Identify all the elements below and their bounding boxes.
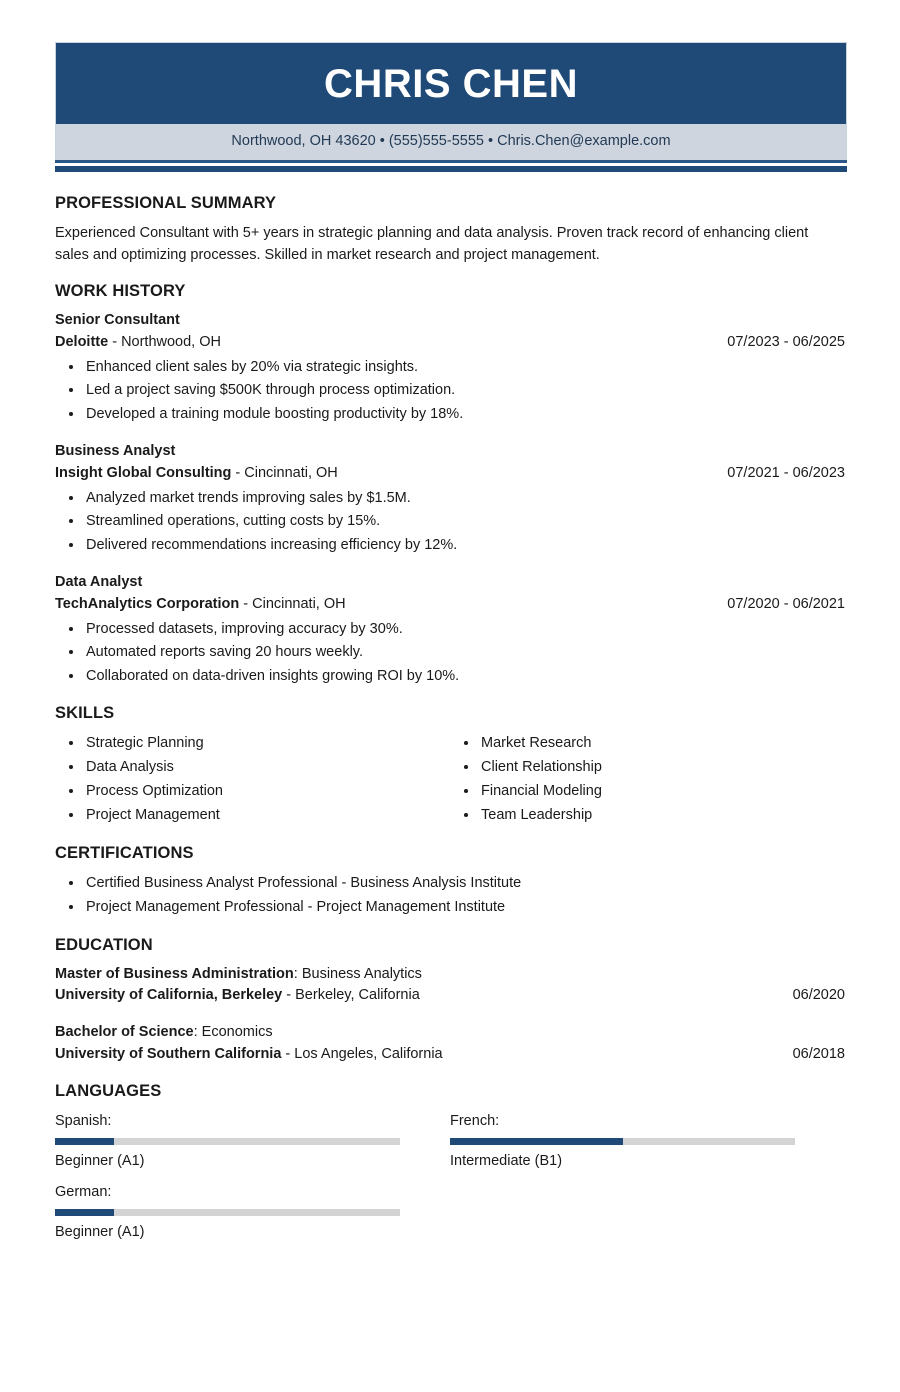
- job-company-location: [55, 594, 346, 616]
- certification-item: • Certified Business Analyst Professional - Business Analysis Institute: [84, 872, 845, 896]
- job-title: Business Analyst: [55, 443, 176, 460]
- language-level: Intermediate (B1): [450, 1153, 563, 1170]
- job-company: Deloitte: [55, 334, 109, 351]
- language-name: French:: [450, 1112, 500, 1129]
- job-separator: -: [231, 465, 245, 482]
- section-title-languages: LANGUAGES: [55, 1081, 162, 1100]
- education-separator: -: [282, 987, 296, 1004]
- education-location: Los Angeles, California: [294, 1045, 443, 1062]
- education-entry: [55, 964, 845, 1008]
- section-title-skills: SKILLS: [55, 704, 115, 723]
- section-professional-summary: [55, 194, 845, 266]
- language-proficiency-track: [450, 1138, 795, 1145]
- section-skills: [55, 704, 845, 828]
- language-proficiency-fill: [450, 1138, 623, 1145]
- job-header-line: [55, 594, 845, 616]
- education-degree-separator: :: [293, 965, 302, 982]
- section-title-summary: PROFESSIONAL SUMMARY: [55, 194, 277, 213]
- job-bullet: • Collaborated on data-driven insights growing ROI by 10%.: [84, 665, 845, 688]
- resume-body: [55, 172, 845, 1251]
- skill-item: • Data Analysis: [84, 756, 450, 780]
- education-school-location: [55, 1044, 443, 1066]
- job-separator: -: [239, 596, 253, 613]
- education-entry: [55, 1022, 845, 1066]
- education-date: 06/2018: [792, 1045, 845, 1062]
- education-degree: Master of Business Administration: [55, 965, 294, 982]
- job-separator: -: [108, 334, 122, 351]
- job-company: Insight Global Consulting: [55, 465, 232, 482]
- skill-item: • Project Management: [84, 804, 450, 828]
- language-proficiency-fill: [55, 1209, 114, 1216]
- skills-column-left: [55, 732, 450, 828]
- education-school-line: [55, 985, 845, 1007]
- section-certifications: [55, 844, 845, 920]
- skill-item: • Client Relationship: [479, 756, 845, 780]
- job-bullet: • Delivered recommendations increasing efficiency by 12%.: [84, 534, 845, 557]
- job-bullet: • Processed datasets, improving accuracy by 30%.: [84, 618, 845, 641]
- job-entry: [55, 310, 845, 426]
- language-level: Beginner (A1): [55, 1224, 145, 1241]
- section-work-history: [55, 282, 845, 688]
- job-bullet: • Streamlined operations, cutting costs by 15%.: [84, 510, 845, 533]
- certification-item: • Project Management Professional - Project Management Institute: [84, 896, 845, 920]
- education-date: 06/2020: [792, 987, 845, 1004]
- section-education: [55, 936, 845, 1066]
- education-field: Business Analytics: [301, 965, 422, 982]
- language-name: German:: [55, 1183, 112, 1200]
- job-entry: [55, 572, 845, 688]
- summary-text: Experienced Consultant with 5+ years in strategic planning and data analysis. Proven track record of enhancing client sales and optimizing processes. Skilled in market research and project management.: [55, 225, 809, 264]
- section-title-certifications: CERTIFICATIONS: [55, 843, 194, 862]
- education-field: Economics: [201, 1024, 273, 1041]
- job-header-line: [55, 332, 845, 354]
- skill-item: • Team Leadership: [479, 804, 845, 828]
- job-bullets: [55, 618, 845, 688]
- education-school-line: [55, 1044, 845, 1066]
- languages-grid: [55, 1110, 845, 1252]
- education-degree-separator: :: [193, 1024, 202, 1041]
- contact-line: Northwood, OH 43620 • (555)555-5555 • Chris.Chen@example.com: [231, 133, 671, 149]
- skills-column-right: [450, 732, 845, 828]
- job-company-location: [55, 463, 338, 485]
- education-degree-line: [55, 1022, 845, 1044]
- language-proficiency-fill: [55, 1138, 114, 1145]
- candidate-name: CHRIS CHEN: [324, 62, 578, 106]
- education-degree: Bachelor of Science: [55, 1024, 194, 1041]
- language-name: Spanish:: [55, 1112, 112, 1129]
- language-item: [450, 1110, 845, 1173]
- resume-header: [55, 42, 847, 172]
- job-bullets: [55, 356, 845, 426]
- job-company-location: [55, 332, 221, 354]
- skill-item: • Strategic Planning: [84, 732, 450, 756]
- skills-columns: [55, 732, 845, 828]
- job-dates: 07/2021 - 06/2023: [727, 465, 845, 482]
- education-separator: -: [281, 1045, 295, 1062]
- language-item: [55, 1110, 450, 1173]
- resume-page: [0, 42, 900, 1392]
- education-degree-line: [55, 964, 845, 986]
- section-title-work-history: WORK HISTORY: [55, 282, 186, 301]
- job-bullet: • Enhanced client sales by 20% via strategic insights.: [84, 356, 845, 379]
- job-bullet: • Analyzed market trends improving sales by $1.5M.: [84, 487, 845, 510]
- job-location: Northwood, OH: [121, 334, 221, 351]
- skills-list-left: [55, 732, 450, 828]
- language-level: Beginner (A1): [55, 1153, 145, 1170]
- job-dates: 07/2020 - 06/2021: [727, 596, 845, 613]
- skill-item: • Market Research: [479, 732, 845, 756]
- education-school: University of Southern California: [55, 1045, 282, 1062]
- section-languages: [55, 1082, 845, 1252]
- language-proficiency-track: [55, 1138, 400, 1145]
- name-banner: [55, 42, 847, 124]
- job-dates: 07/2023 - 06/2025: [727, 334, 845, 351]
- job-bullet: • Led a project saving $500K through process optimization.: [84, 379, 845, 402]
- education-location: Berkeley, California: [295, 987, 420, 1004]
- job-entry: [55, 441, 845, 557]
- job-bullet: • Developed a training module boosting productivity by 18%.: [84, 403, 845, 426]
- language-proficiency-track: [55, 1209, 400, 1216]
- contact-banner: [55, 124, 847, 160]
- education-school: University of California, Berkeley: [55, 987, 283, 1004]
- job-header-line: [55, 463, 845, 485]
- job-company: TechAnalytics Corporation: [55, 596, 240, 613]
- job-bullet: • Automated reports saving 20 hours weekly.: [84, 641, 845, 664]
- education-school-location: [55, 985, 420, 1007]
- certifications-list: [55, 872, 845, 920]
- job-title: Data Analyst: [55, 574, 143, 591]
- skill-item: • Process Optimization: [84, 780, 450, 804]
- language-item: [55, 1181, 450, 1244]
- job-title: Senior Consultant: [55, 312, 180, 329]
- job-bullets: [55, 487, 845, 557]
- skill-item: • Financial Modeling: [479, 780, 845, 804]
- job-location: Cincinnati, OH: [244, 465, 338, 482]
- job-location: Cincinnati, OH: [252, 596, 346, 613]
- section-title-education: EDUCATION: [55, 935, 153, 954]
- skills-list-right: [450, 732, 845, 828]
